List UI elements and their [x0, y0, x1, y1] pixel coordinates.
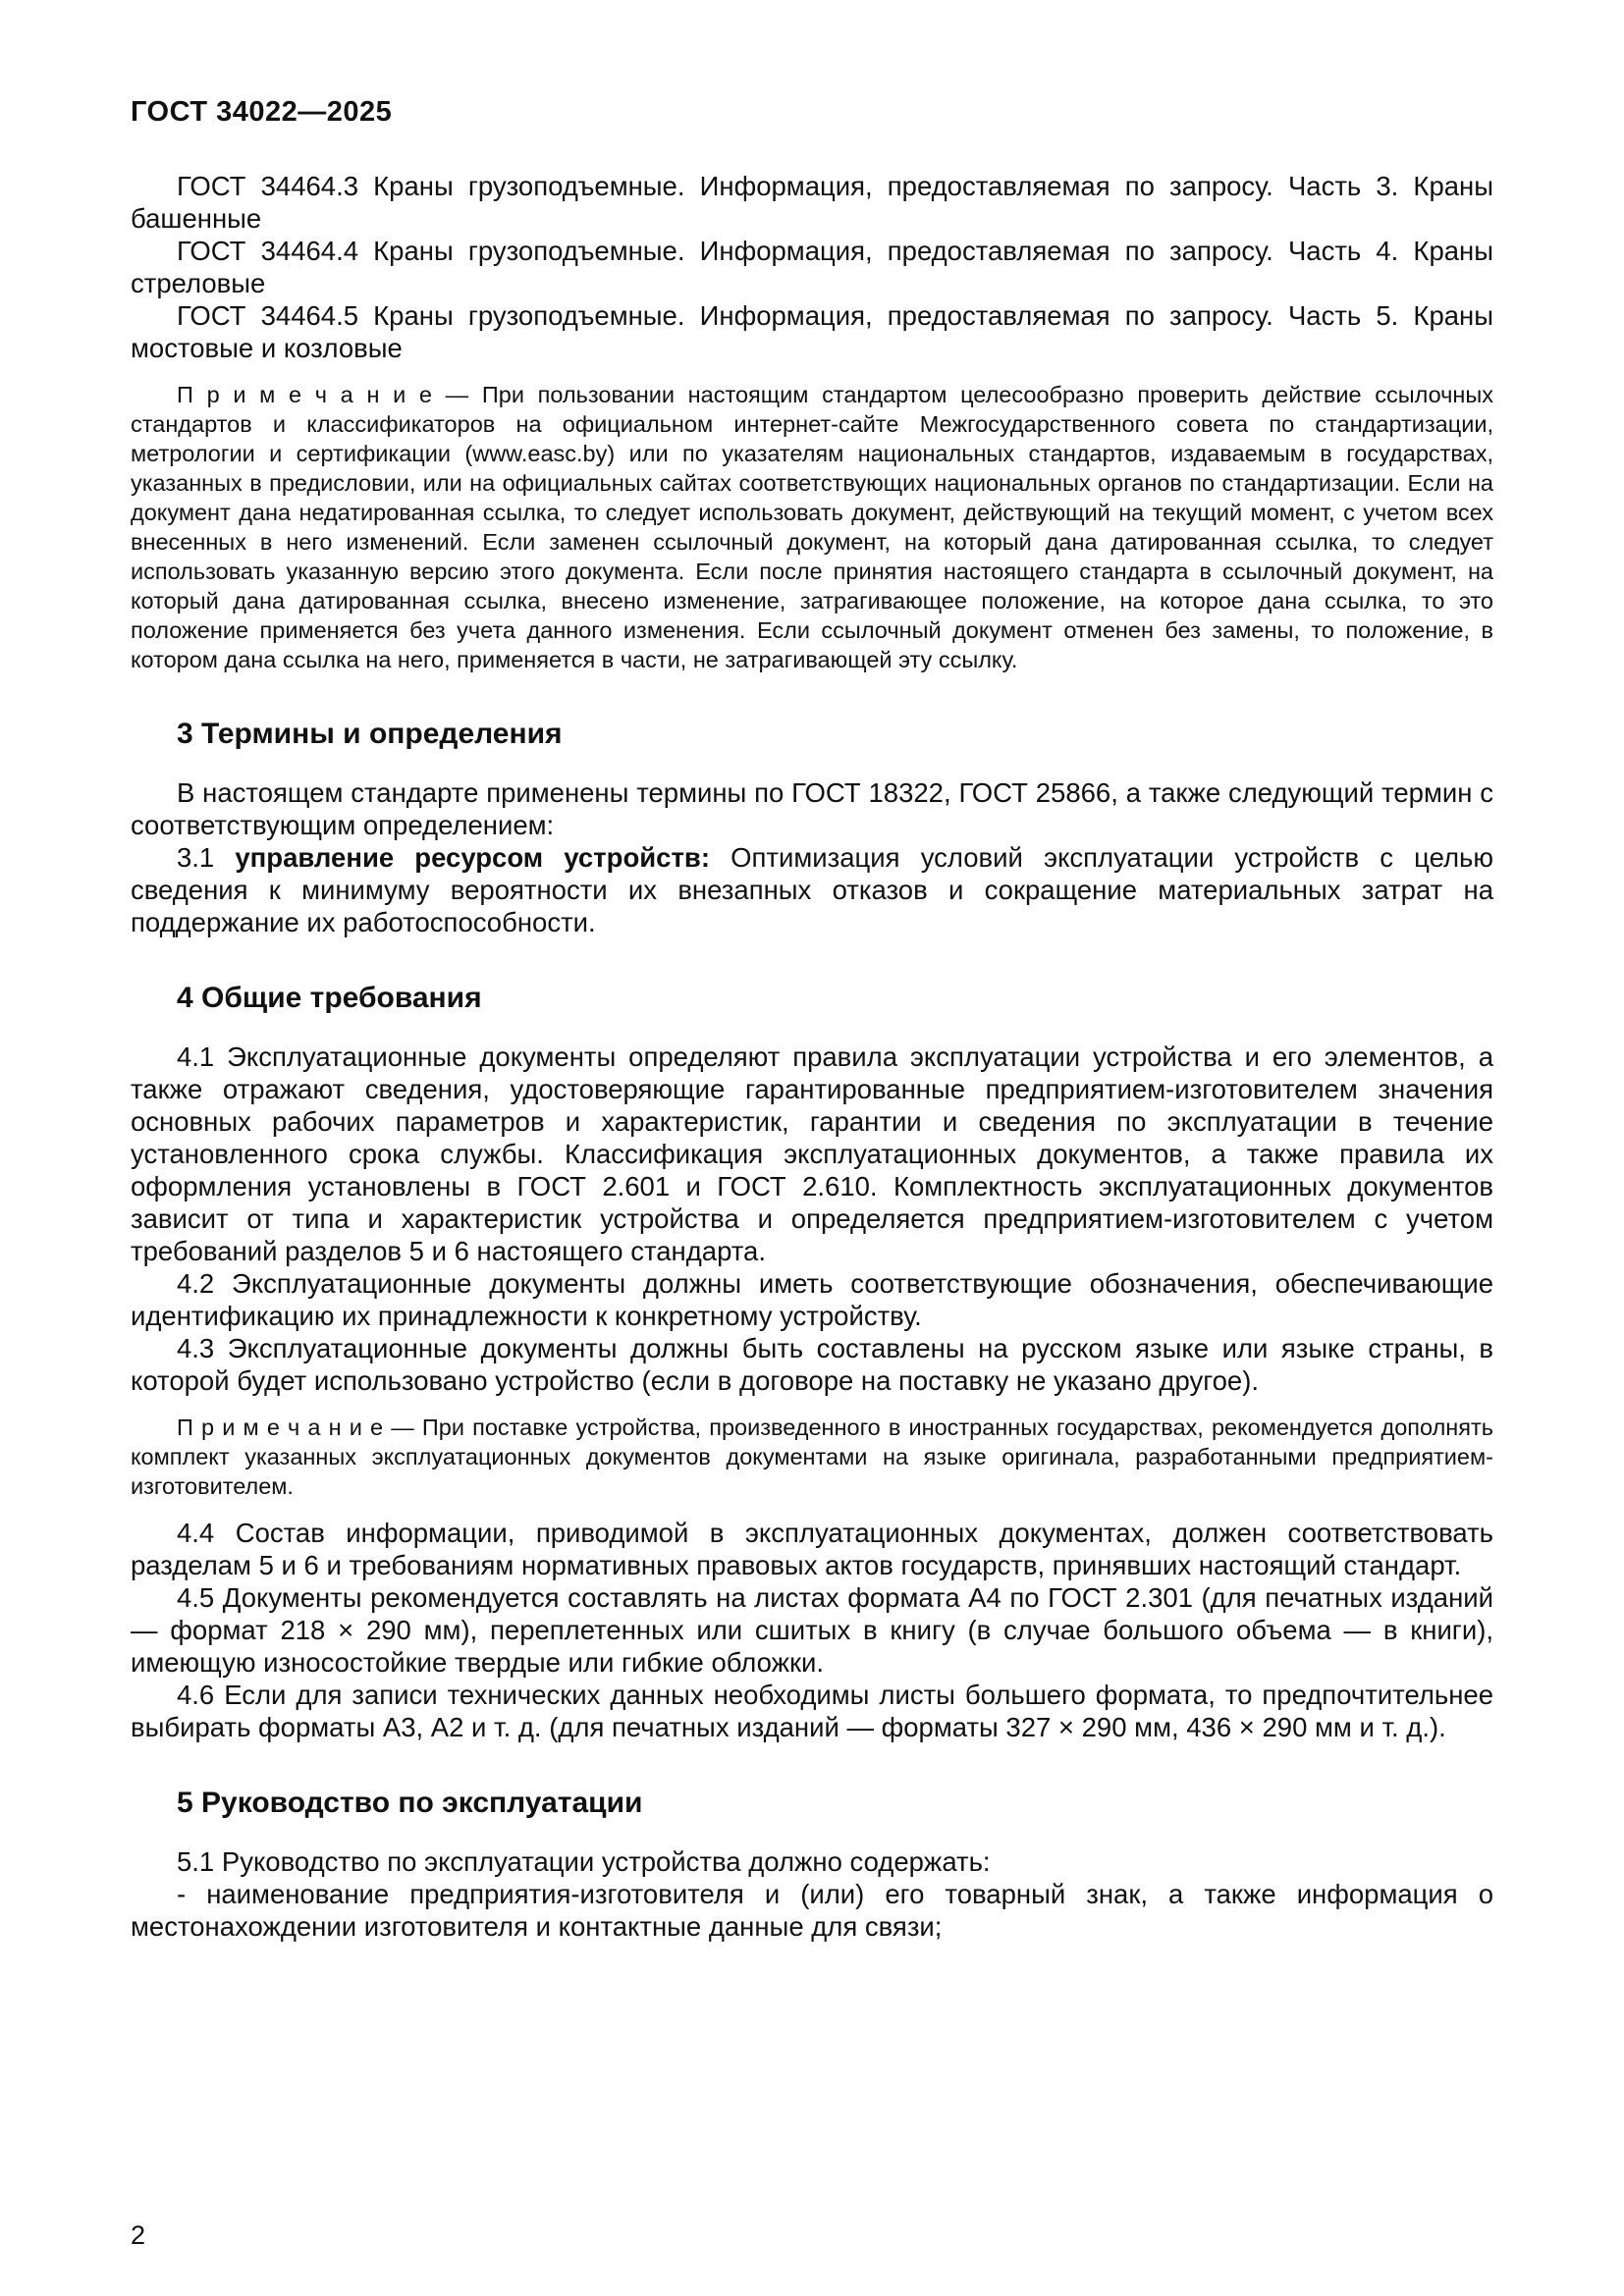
document-header: ГОСТ 34022—2025 — [131, 96, 393, 128]
section-3-heading: 3 Термины и определения — [177, 718, 563, 750]
paragraph-4-1: 4.1 Эксплуатационные документы определяют правила эксплуатации устройства и его элементов, а также отражают сведения, удостоверяющие гарантированные предприятием-изготовителем значения основных рабочих параметров и характеристик, гарантии и сведения по эксплуатации в течение установленного срока службы. Классификация эксплуатационных документов, а также правила их оформления установлены в ГОСТ 2.601 и ГОСТ 2.610. Комплектность эксплуатационных документов зависит от типа и характеристик устройства и определяется предприятием-изготовителем с учетом требований разделов 5 и 6 настоящего стандарта. — [131, 1041, 1493, 1266]
paragraph-4-6: 4.6 Если для записи технических данных необходимы листы большего формата, то предпочтительнее выбирать форматы А3, А2 и т. д. (для печатных изданий — форматы 327 × 290 мм, 436 × 290 мм и т. д.). — [131, 1680, 1493, 1742]
paragraph-4-2: 4.2 Эксплуатационные документы должны иметь соответствующие обозначения, обеспечивающие идентификацию их принадлежности к конкретному устройству. — [131, 1268, 1493, 1331]
paragraph-5-1: 5.1 Руководство по эксплуатации устройства должно содержать: — [177, 1846, 991, 1877]
section-4-heading: 4 Общие требования — [177, 982, 482, 1014]
paragraph-4-3: 4.3 Эксплуатационные документы должны быть составлены на русском языке или языке страны, в которой будет использовано устройство (если в договоре на поставку не указано другое). — [131, 1333, 1493, 1396]
paragraph-5-1-item: - наименование предприятия-изготовителя и (или) его товарный знак, а также информация о местонахождении изготовителя и контактные данные для связи; — [131, 1879, 1493, 1942]
paragraph-terms-intro: В настоящем стандарте применены термины по ГОСТ 18322, ГОСТ 25866, а также следующий термин с соответствующим определением: — [131, 777, 1493, 840]
paragraph-4-5: 4.5 Документы рекомендуется составлять на листах формата А4 по ГОСТ 2.301 (для печатных изданий — формат 218 × 290 мм), переплетенных или сшитых в книгу (в случае большого объема — в книги), имеющую износостойкие твердые или гибкие обложки. — [131, 1582, 1493, 1678]
reference-item: ГОСТ 34464.5 Краны грузоподъемные. Информация, предоставляемая по запросу. Часть 5. Краны мостовые и козловые — [131, 300, 1493, 363]
term-name: управление ресурсом устройств: — [235, 842, 710, 873]
page-number: 2 — [131, 2220, 146, 2250]
term-number: 3.1 — [177, 842, 236, 873]
reference-item: ГОСТ 34464.4 Краны грузоподъемные. Информация, предоставляемая по запросу. Часть 4. Краны стреловые — [131, 236, 1493, 298]
paragraph-4-4: 4.4 Состав информации, приводимой в эксплуатационных документах, должен соответствовать разделам 5 и 6 и требованиям нормативных правовых актов государств, принявших настоящий стандарт. — [131, 1518, 1493, 1580]
document-content — [131, 96, 1493, 1943]
references-note: П р и м е ч а н и е — При пользовании настоящим стандартом целесообразно проверить действие ссылочных стандартов и классификаторов на официальном интернет-сайте Межгосударственного совета по стандартизации, метрологии и сертификации (www.easc.by) или по указателям национальных стандартов, издаваемым в государствах, указанных в предисловии, или на официальных сайтах соответствующих национальных органов по стандартизации. Если на документ дана недатированная ссылка, то следует использовать документ, действующий на текущий момент, с учетом всех внесенных в него изменений. Если заменен ссылочный документ, на который дана датированная ссылка, то следует использовать указанную версию этого документа. Если после принятия настоящего стандарта в ссылочный документ, на который дана датированная ссылка, внесено изменение, затрагивающее положение, на которое дана ссылка, то это положение применяется без учета данного изменения. Если ссылочный документ отменен без замены, то положение, в котором дана ссылка на него, применяется в части, не затрагивающей эту ссылку. — [131, 382, 1493, 672]
section-5-heading: 5 Руководство по эксплуатации — [177, 1787, 643, 1819]
paragraph-term-definition — [131, 841, 1493, 938]
reference-item: ГОСТ 34464.3 Краны грузоподъемные. Информация, предоставляемая по запросу. Часть 3. Краны башенные — [131, 171, 1493, 234]
section-4-note: П р и м е ч а н и е — При поставке устройства, произведенного в иностранных государствах, рекомендуется дополнять комплект указанных эксплуатационных документов документами на языке оригинала, разработанными предприятием-изготовителем. — [131, 1415, 1493, 1499]
term-definition-text: Оптимизация условий эксплуатации устройств с целью сведения к минимуму вероятности их внезапных отказов и сокращение материальных затрат на поддержание их работоспособности. — [131, 842, 1494, 937]
